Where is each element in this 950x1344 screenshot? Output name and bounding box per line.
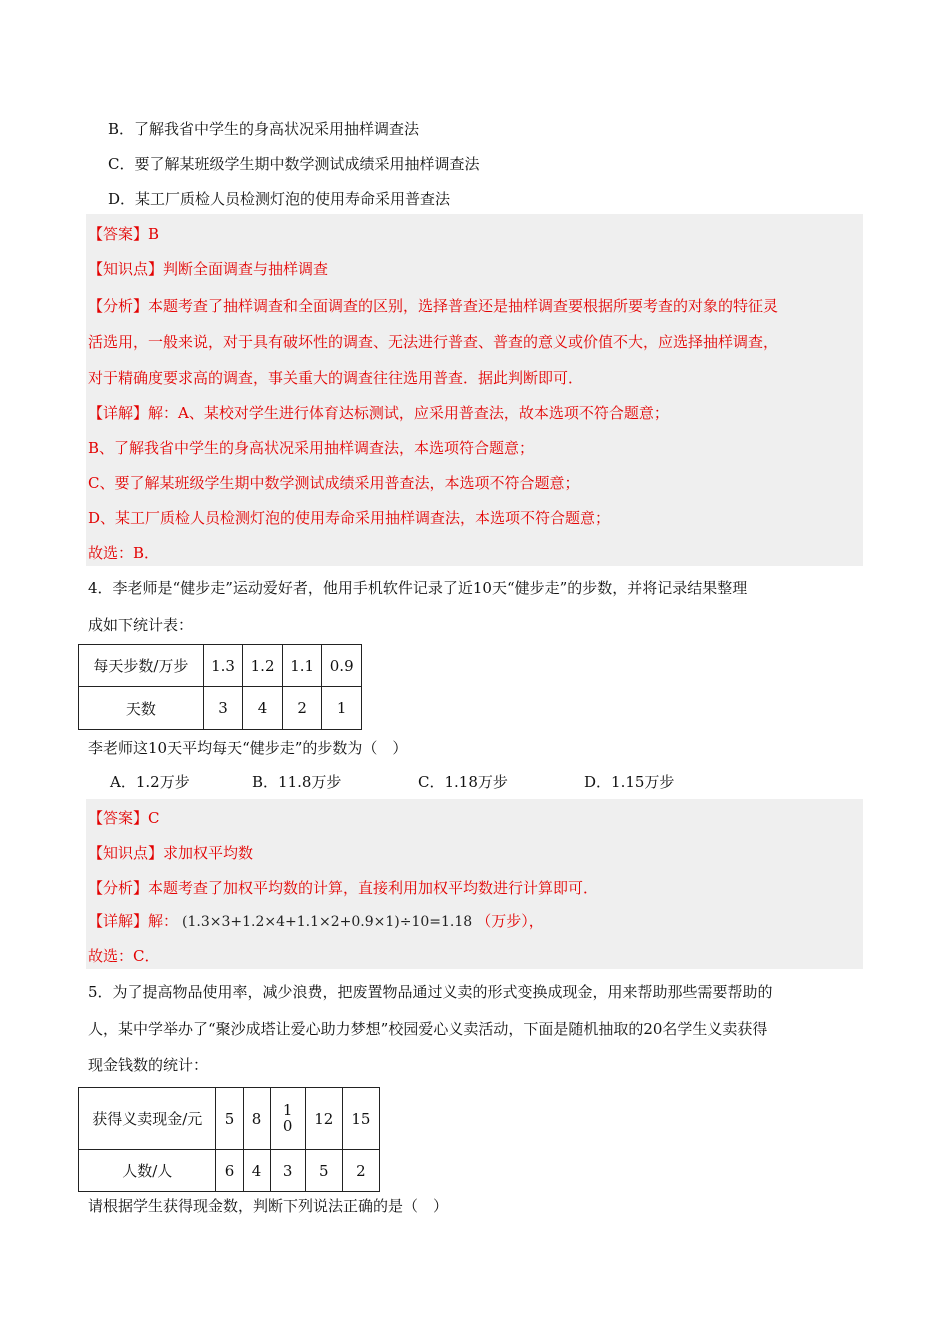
- q5-table-row-cash: [79, 1088, 380, 1150]
- q5-stem-line2: 人，某中学举办了“聚沙成塔让爱心助力梦想”校园爱心义卖活动，下面是随机抽取的20名学生义卖获得: [88, 1020, 768, 1038]
- q4-table-cell: 0.9: [322, 645, 362, 687]
- q4-knowledge: 【知识点】求加权平均数: [88, 844, 254, 862]
- q5-ten-digit-1: 1: [282, 1101, 293, 1119]
- q3-option-c: C．要了解某班级学生期中数学测试成绩采用抽样调查法: [108, 155, 480, 173]
- q3-detail-line3: C、要了解某班级学生期中数学测试成绩采用普查法，本选项不符合题意；: [88, 474, 580, 492]
- q4-stem-line1: 4．李老师是“健步走”运动爱好者，他用手机软件记录了近10天“健步走”的步数，并将记录结果整理: [88, 579, 748, 597]
- q3-option-b: B．了解我省中学生的身高状况采用抽样调查法: [108, 120, 420, 138]
- q4-analysis: 【分析】本题考查了加权平均数的计算，直接利用加权平均数进行计算即可．: [88, 879, 599, 897]
- q4-question: 李老师这10天平均每天“健步走”的步数为（ ）: [88, 739, 408, 757]
- q5-table-cell: 3: [270, 1150, 305, 1192]
- q5-table-cell: 15: [342, 1088, 379, 1150]
- q5-cash-table: [78, 1087, 380, 1192]
- q5-stem-line3: 现金钱数的统计：: [88, 1056, 209, 1074]
- q4-steps-table: [78, 644, 362, 730]
- q5-table-header-people: 人数/人: [79, 1150, 216, 1192]
- q3-conclusion: 故选：B．: [88, 544, 160, 562]
- q4-option-a: A．1.2万步: [110, 773, 190, 791]
- q3-answer: 【答案】B: [88, 225, 160, 243]
- q4-conclusion: 故选：C．: [88, 947, 160, 965]
- q5-ten-digit-0: 0: [282, 1117, 293, 1135]
- q4-table-cell: 1.2: [243, 645, 283, 687]
- q4-detail: [88, 911, 544, 932]
- q4-table-cell: 1.1: [282, 645, 322, 687]
- q3-analysis-line1: 【分析】本题考查了抽样调查和全面调查的区别，选择普查还是抽样调查要根据所要考查的对象的特征灵: [88, 297, 779, 315]
- q4-table-row-steps: [79, 645, 362, 687]
- q5-table-cell: 2: [342, 1150, 379, 1192]
- q3-analysis-line2: 活选用，一般来说，对于具有破坏性的调查、无法进行普查、普查的意义或价值不大，应选择抽样调查，: [88, 333, 779, 351]
- q4-option-b: B．11.8万步: [252, 773, 342, 791]
- q5-table-cell: 5: [305, 1150, 342, 1192]
- q3-detail-line2: B、了解我省中学生的身高状况采用抽样调查法，本选项符合题意；: [88, 439, 535, 457]
- q4-table-cell: 4: [243, 687, 283, 730]
- q3-detail-line4: D、某工厂质检人员检测灯泡的使用寿命采用抽样调查法，本选项不符合题意；: [88, 509, 611, 527]
- q3-analysis-line3: 对于精确度要求高的调查，事关重大的调查往往选用普查．据此判断即可．: [88, 369, 584, 387]
- q4-detail-prefix: 【详解】解：: [88, 912, 179, 930]
- q4-option-c: C．1.18万步: [418, 773, 508, 791]
- q5-table-cell: 4: [243, 1150, 270, 1192]
- q4-table-cell: 3: [203, 687, 243, 730]
- q4-answer: 【答案】C: [88, 809, 160, 827]
- q3-knowledge: 【知识点】判断全面调查与抽样调查: [88, 260, 329, 278]
- q3-detail-line1: 【详解】解：A、某校对学生进行体育达标测试，应采用普查法，故本选项不符合题意；: [88, 404, 669, 422]
- q5-table-cell: 8: [243, 1088, 270, 1150]
- q5-table-cell: 12: [305, 1088, 342, 1150]
- q4-table-header-steps: 每天步数/万步: [79, 645, 204, 687]
- q4-option-d: D．1.15万步: [584, 773, 675, 791]
- q4-stem-line2: 成如下统计表：: [88, 616, 194, 634]
- q5-stem-line1: 5．为了提高物品使用率，减少浪费，把废置物品通过义卖的形式变换成现金，用来帮助那些需要帮助的: [88, 983, 773, 1001]
- q4-detail-suffix: （万步），: [476, 912, 544, 930]
- q4-table-header-days: 天数: [79, 687, 204, 730]
- q5-table-cell: 5: [216, 1088, 243, 1150]
- q4-table-cell: 1.3: [203, 645, 243, 687]
- q5-table-row-people: [79, 1150, 380, 1192]
- q4-table-cell: 1: [322, 687, 362, 730]
- q4-table-row-days: [79, 687, 362, 730]
- q3-option-d: D．某工厂质检人员检测灯泡的使用寿命采用普查法: [108, 190, 451, 208]
- q5-ten-stacked: [283, 1102, 293, 1134]
- q5-question: 请根据学生获得现金数，判断下列说法正确的是（ ）: [88, 1197, 449, 1215]
- q4-detail-formula: (1.3×3+1.2×4+1.1×2+0.9×1)÷10=1.18: [182, 914, 473, 930]
- q5-table-header-cash: 获得义卖现金/元: [79, 1088, 216, 1150]
- q5-table-cell-ten: [270, 1088, 305, 1150]
- q5-table-cell: 6: [216, 1150, 243, 1192]
- q4-table-cell: 2: [282, 687, 322, 730]
